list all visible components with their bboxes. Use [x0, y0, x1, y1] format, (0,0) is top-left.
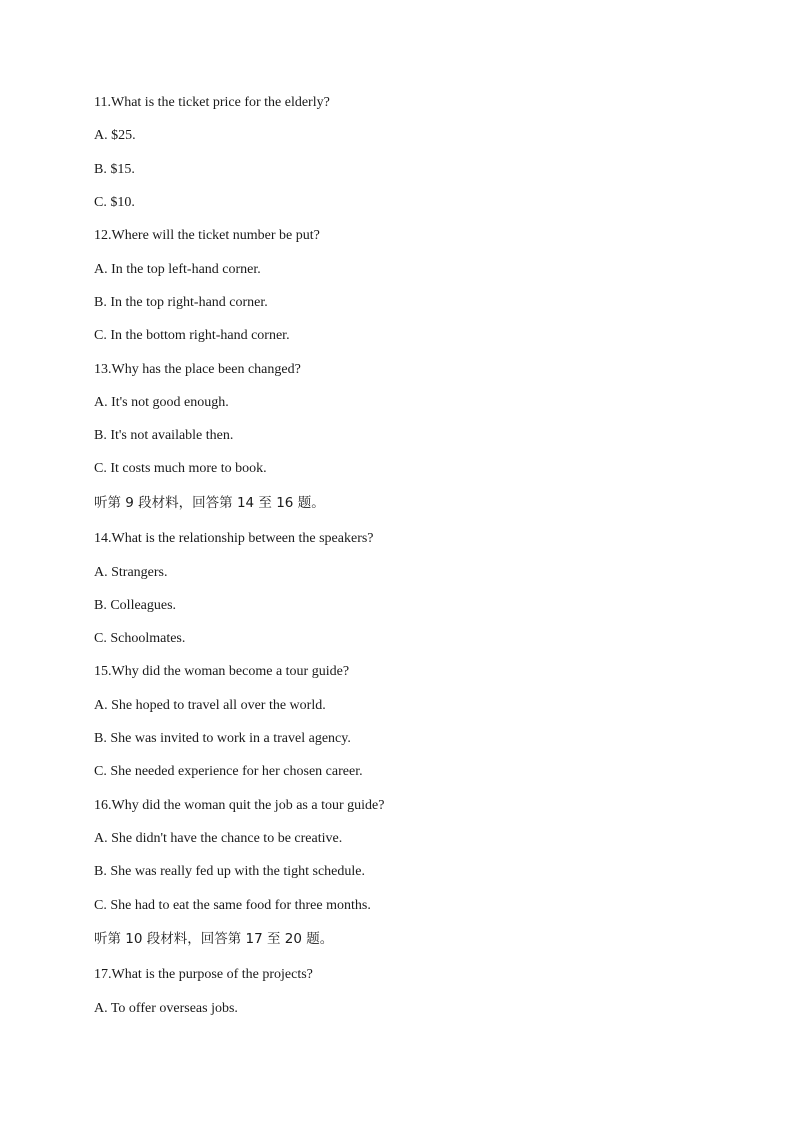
question-14-option-b: B. Colleagues.: [94, 598, 177, 613]
question-15-option-b: B. She was invited to work in a travel agency.: [94, 731, 351, 746]
question-16-option-a: A. She didn't have the chance to be creative.: [94, 831, 343, 846]
section-heading-9: 听第 9 段材料，回答第 14 至 16 题。: [94, 495, 325, 511]
question-11-option-a: A. $25.: [94, 128, 136, 143]
question-14: 14.What is the relationship between the speakers?: [94, 531, 374, 546]
question-16: 16.Why did the woman quit the job as a tour guide?: [94, 798, 385, 813]
question-13-option-c: C. It costs much more to book.: [94, 461, 267, 476]
question-13-option-b: B. It's not available then.: [94, 428, 234, 443]
question-17-option-a: A. To offer overseas jobs.: [94, 1001, 238, 1016]
question-15-option-c: C. She needed experience for her chosen career.: [94, 764, 363, 779]
section-heading-10: 听第 10 段材料，回答第 17 至 20 题。: [94, 931, 334, 947]
question-11-option-c: C. $10.: [94, 195, 135, 210]
question-16-option-b: B. She was really fed up with the tight schedule.: [94, 864, 365, 879]
question-12-option-a: A. In the top left-hand corner.: [94, 262, 261, 277]
question-15: 15.Why did the woman become a tour guide?: [94, 664, 350, 679]
question-13-option-a: A. It's not good enough.: [94, 395, 229, 410]
question-15-option-a: A. She hoped to travel all over the world.: [94, 698, 326, 713]
question-11: 11.What is the ticket price for the elderly?: [94, 95, 330, 110]
question-14-option-a: A. Strangers.: [94, 565, 168, 580]
question-12-option-c: C. In the bottom right-hand corner.: [94, 328, 290, 343]
question-14-option-c: C. Schoolmates.: [94, 631, 186, 646]
question-12: 12.Where will the ticket number be put?: [94, 228, 320, 243]
question-11-option-b: B. $15.: [94, 162, 135, 177]
question-17: 17.What is the purpose of the projects?: [94, 967, 313, 982]
question-16-option-c: C. She had to eat the same food for three months.: [94, 898, 371, 913]
question-13: 13.Why has the place been changed?: [94, 362, 301, 377]
question-12-option-b: B. In the top right-hand corner.: [94, 295, 268, 310]
